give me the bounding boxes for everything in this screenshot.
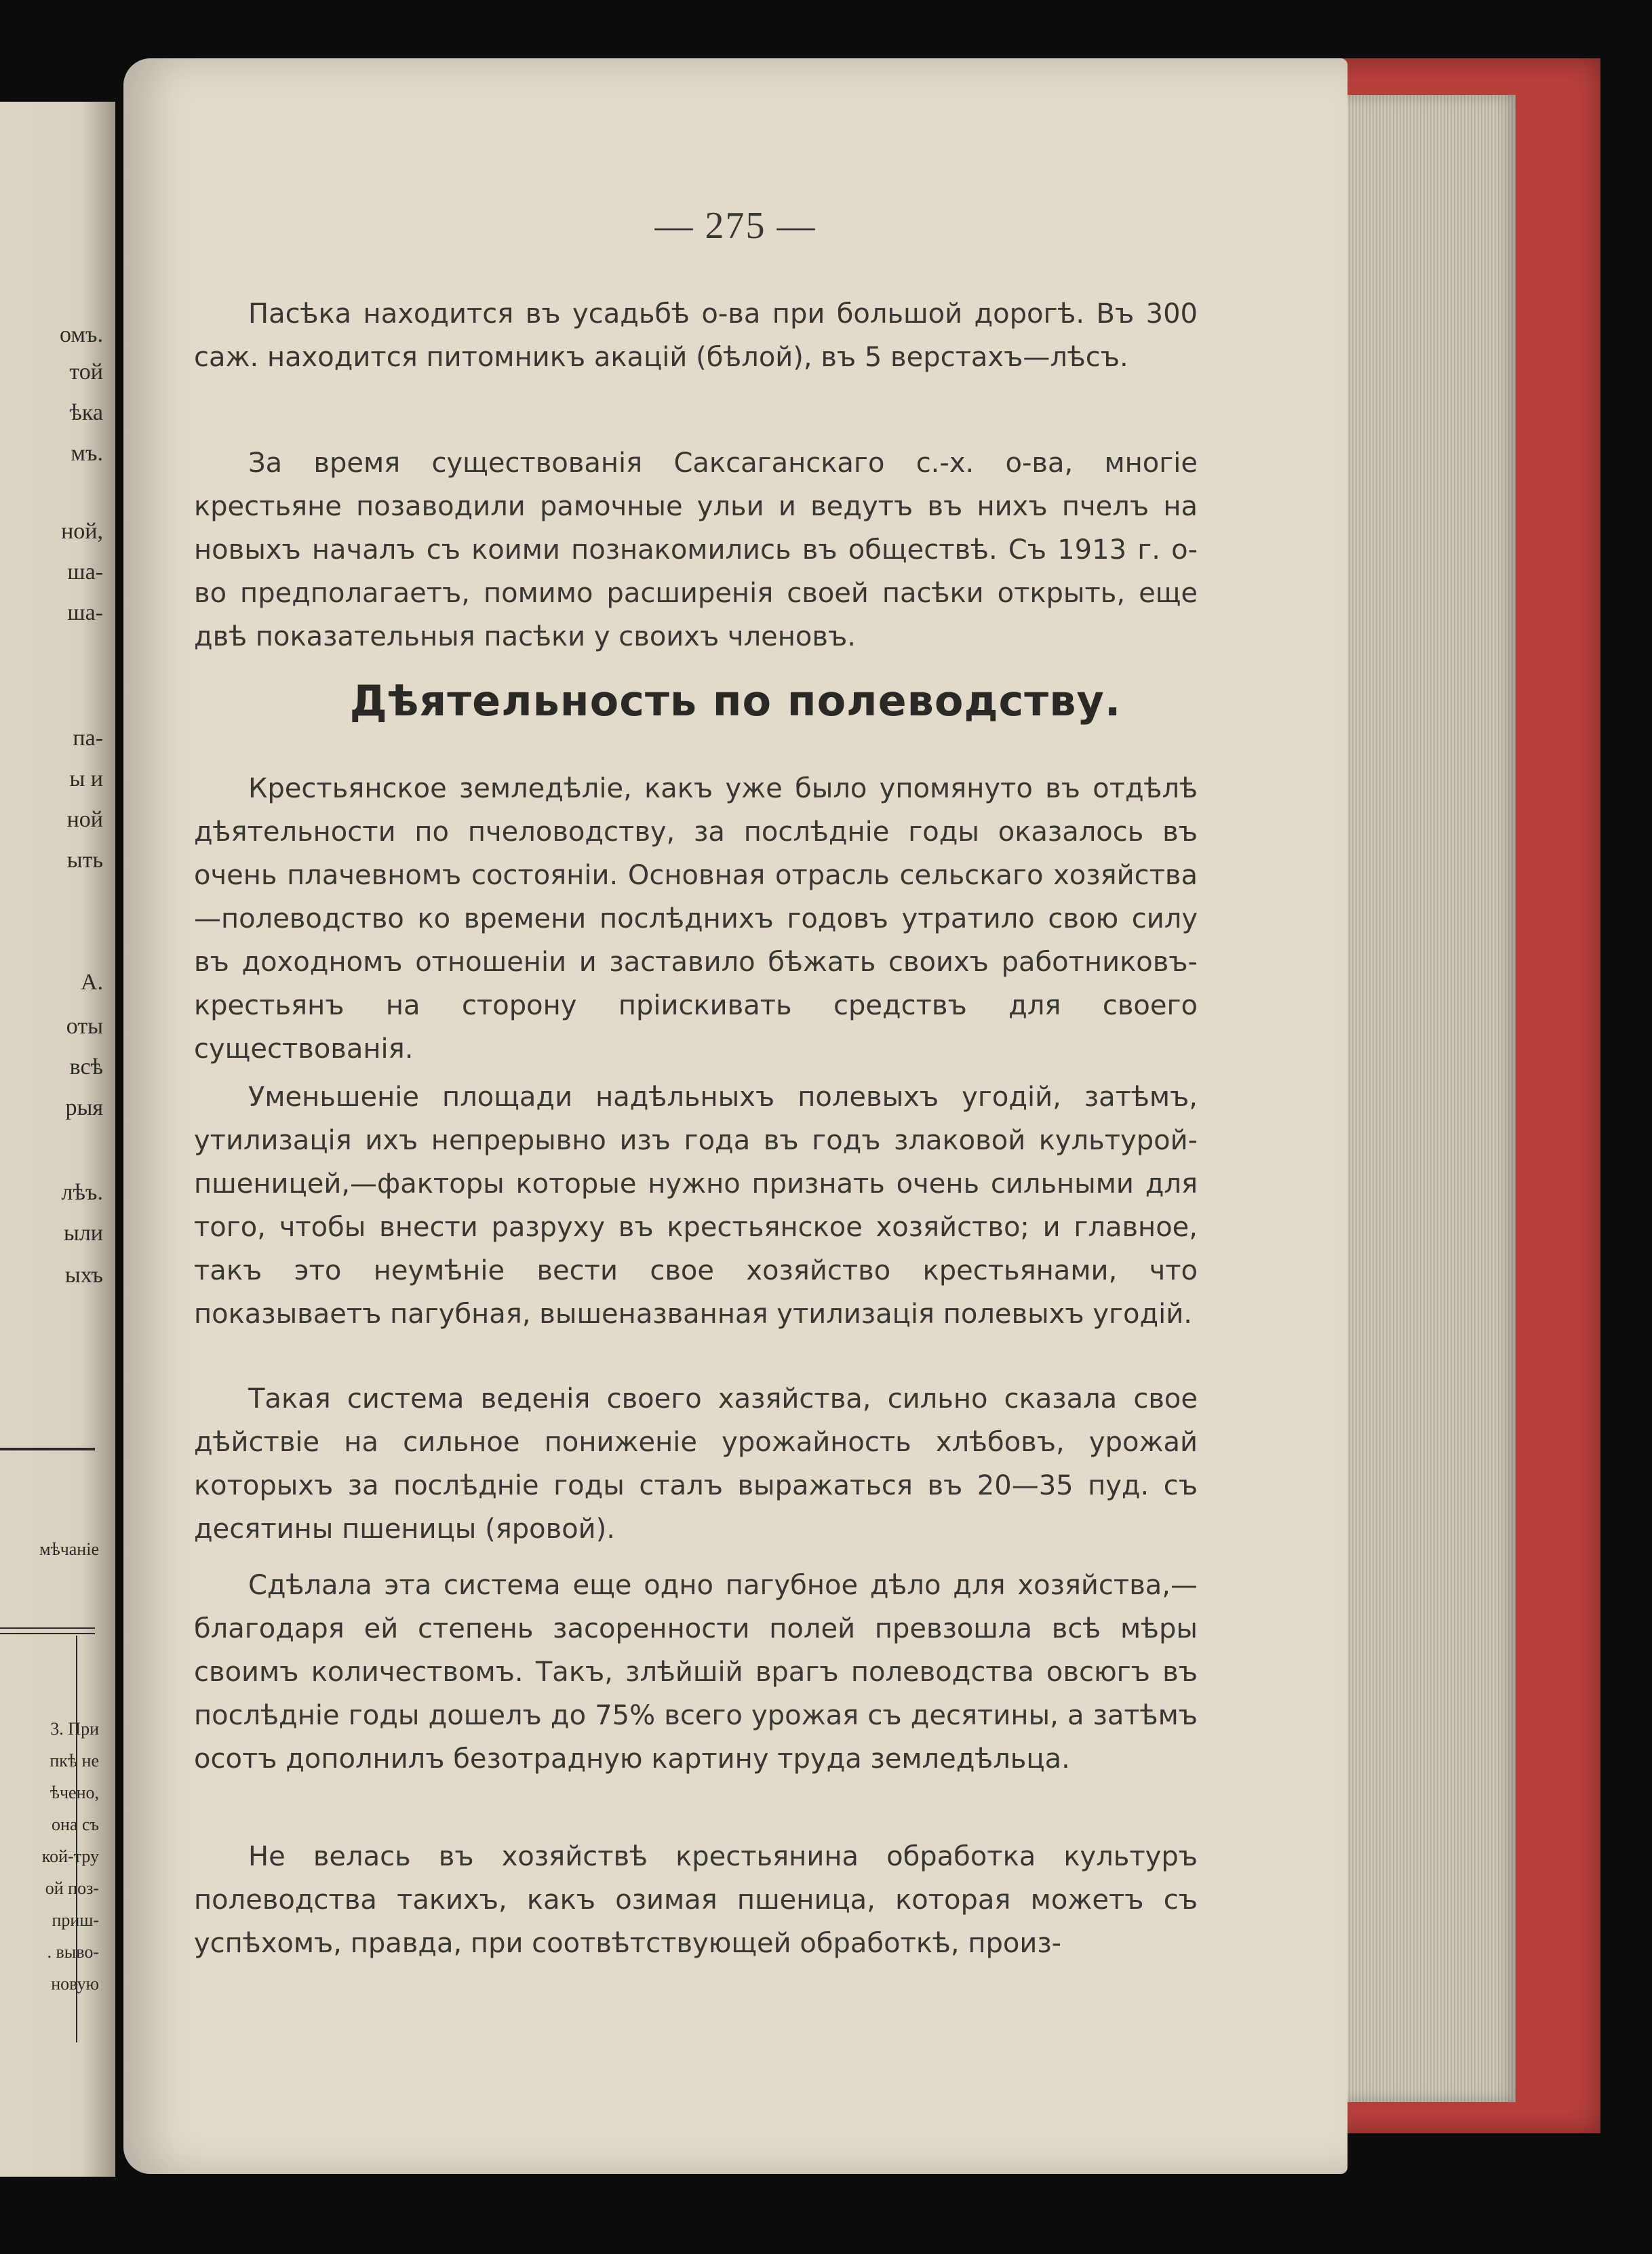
table-note-line: 3. При [50,1719,99,1739]
left-page-line: ша- [67,600,103,625]
left-page-line: ыли [63,1221,103,1246]
section-heading: Дѣятельность по полеводству. [349,676,1122,726]
table-note-line: кой-тру [41,1846,99,1866]
paragraph: За время существованія Саксаганскаго с.-х. о-ва, многіе крестьяне позаводили рамочные ульи и ведутъ въ нихъ пчелъ на новыхъ началъ съ коими познакомились въ обществѣ. Съ 1913 г. о-во предполагаетъ, помимо расширенія своей пасѣки открыть, еще двѣ показательныя пасѣки у своихъ членовъ. [194,448,1198,652]
left-page-line: ы и [69,766,103,791]
left-page-line: ной, [61,519,103,544]
table-rule [0,1633,95,1634]
table-note-line: новую [51,1974,99,1994]
left-page-line: лѣъ. [61,1180,103,1205]
left-page-line: оты [66,1014,103,1039]
left-page-line: ша- [67,559,103,585]
table-note-line: . выво- [47,1942,99,1962]
table-header: мѣчаніе [39,1539,99,1559]
table-note-line: она съ [52,1815,99,1834]
paragraph: Крестьянское земледѣліе, какъ уже было упомянуто въ отдѣлѣ дѣятельности по пчеловодству, за послѣдніе годы оказалось въ очень плачевномъ состояніи. Основная отрасль сельскаго хозяйства—полеводство ко времени послѣднихъ годовъ утратило свою силу въ доходномъ отношеніи и заставило бѣжать своихъ работниковъ-крестьянъ на сторону пріискивать средствъ для своего существованія. [194,773,1198,1065]
left-page-line: рыя [65,1095,103,1120]
page-number: — 275 — [654,205,817,247]
paragraph: Пасѣка находится въ усадьбѣ о-ва при большой дорогѣ. Въ 300 саж. находится питомникъ акацій (бѣлой), въ 5 верстахъ—лѣсъ. [194,298,1198,373]
paragraph: Сдѣлала эта система еще одно пагубное дѣло для хозяйства,—благодаря ей степень засоренности полей превзошла всѣ мѣры своимъ количествомъ. Такъ, злѣйшій врагъ полеводства овсюгъ въ послѣдніе годы дошелъ до 75% всего урожая съ десятины, а затѣмъ осотъ дополнилъ безотрадную картину труда земледѣльца. [194,1570,1198,1775]
table-rule [0,1448,95,1450]
left-page-line: ыхъ [64,1263,103,1288]
paragraph: Уменьшеніе площади надѣльныхъ полевыхъ угодій, затѣмъ, утилизація ихъ непрерывно изъ года въ годъ злаковой культурой-пшеницей,—факторы которые нужно признать очень сильными для того, чтобы внести разруху въ крестьянское хозяйство; и главное, такъ это неумѣніе вести свое хозяйство крестьянами, что показываетъ пагубная, вышеназванная утилизація полевыхъ угодій. [194,1082,1198,1330]
left-page-line: той [69,359,103,384]
left-page-line: всѣ [69,1054,103,1080]
table-note-line: ѣчено, [50,1783,99,1802]
page-edges [1339,95,1516,2102]
table-note-line: приш- [52,1910,99,1930]
left-page-line: омъ. [60,322,103,347]
left-page-line: ыть [66,848,103,873]
table-note-line: пкѣ не [50,1751,99,1771]
left-page-line: ѣка [69,400,103,425]
left-page-line: А. [80,970,103,995]
left-page-line: ной [66,807,103,832]
paragraph: Такая система веденія своего хазяйства, сильно сказала свое дѣйствіе на сильное пониженіе урожайность хлѣбовъ, урожай которыхъ за послѣдніе годы сталъ выражаться въ 20—35 пуд. съ десятины пшеницы (яровой). [194,1383,1198,1545]
book-page [123,58,1348,2174]
left-page-line: па- [73,726,103,751]
table-rule [0,1627,95,1629]
left-page [0,102,115,2177]
table-note-line: ой поз- [45,1878,99,1898]
paragraph: Не велась въ хозяйствѣ крестьянина обработка культуръ полеводства такихъ, какъ озимая пшеница, которая можетъ съ успѣхомъ, правда, при соотвѣтствующей обработкѣ, произ- [194,1841,1198,1959]
left-page-line: мъ. [71,441,103,466]
